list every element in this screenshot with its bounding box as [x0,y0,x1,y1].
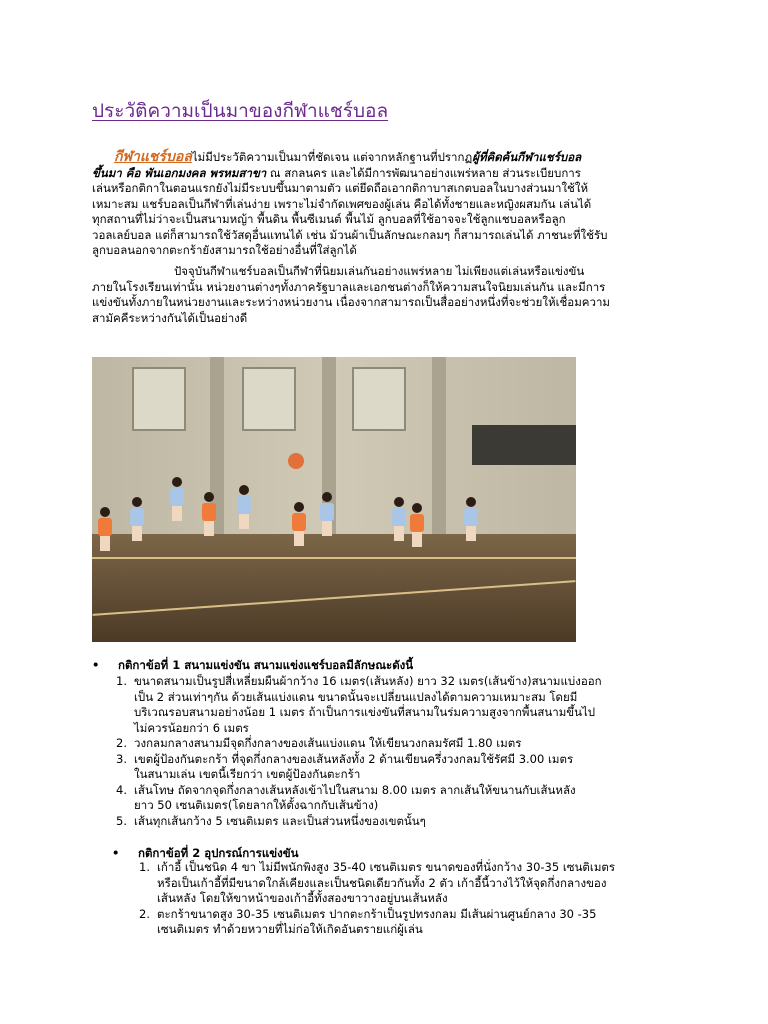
section-1-heading: • กติกาข้อที่ 1 สนามแข่งขัน สนามแข่งแชร์บอลมีลักษณะดังนี้ [92,658,414,672]
section-2-list [139,860,615,938]
section-2-heading: • กติกาข้อที่ 2 อุปกรณ์การแข่งขัน [112,846,299,860]
list-item: 3. เขตผู้ป้องกันตะกร้า ที่จุดกึ่งกลางของเส้นหลังทั้ง 2 ด้านเขียนครึ่งวงกลมใช้รัศมี 3.00 เมตร ในสนามเล่น เขตนี้เรียกว่า เขตผู้ป้องกันตะกร้า [116,751,574,781]
page-title: ประวัติความเป็นมาของกีฬาแชร์บอล [92,100,389,122]
paragraph-line: สามัคคีระหว่างกันได้เป็นอย่างดี [92,310,248,325]
list-item: 5. เส้นทุกเส้นกว้าง 5 เซนติเมตร และเป็นส่วนหนึ่งของเขตนั้นๆ [116,813,426,828]
paragraph-line: วอลเลย์บอล แต่ก็สามารถใช้วัสดุอื่นแทนได้ เช่น ม้วนผ้าเป็นลักษณะกลมๆ ก็สามารถเล่นได้ ภาชนะที่ใช้รับ [92,227,608,242]
list-item: 4. เส้นโทษ ถัดจากจุดกึ่งกลางเส้นหลังเข้าไปในสนาม 8.00 เมตร ลากเส้นให้ขนานกับเส้นหลัง ยาว 50 เซนติเมตร(โดยลากให้ตั้งฉากกับเส้นข้าง) [116,782,576,812]
paragraph-line: ขึ้นมา คือ พันเอกมงคล พรหมสาขา ณ สกลนคร และได้มีการพัฒนาอย่างแพร่หลาย ส่วนระเบียบการ [92,165,581,180]
list-item: 2. วงกลมกลางสนามมีจุดกึ่งกลางของเส้นแบ่งแดน ให้เขียนวงกลมรัศมี 1.80 เมตร [116,736,522,750]
list-item: 1. ขนาดสนามเป็นรูปสี่เหลี่ยมผืนผ้ากว้าง 16 เมตร(เส้นหลัง) ยาว 32 เมตร(เส้นข้าง)สนามแบ่งออก เป็น 2 ส่วนเท่าๆกัน ด้วยเส้นแบ่งแดน ขนาดนั้นจะเปลี่ยนแปลงได้ตามความเหมาะสม โดยมี บริเวณรอบสนามอย่างน้อย 1 เมตร ถ้าเป็นการแข่งขันที่สนามในร่มความสูงจากพื้นสนามขึ้นไป ไม่ควรน้อยกว่า 6 เมตร [116,674,602,735]
lead-term: กีฬาแชร์บอล [114,149,192,165]
paragraph-line: ปัจจุบันกีฬาแชร์บอลเป็นกีฬาที่นิยมเล่นกันอย่างแพร่หลาย ไม่เพียงแต่เล่นหรือแข่งขัน [174,264,585,278]
chairball-game-photo [92,357,576,642]
bullet-icon: • [92,658,100,672]
paragraph-line: ลูกบอลนอกจากตะกร้ายังสามารถใช้อย่างอื่นที่ใส่ลูกได้ [92,243,357,257]
paragraph-line: เหมาะสม แชร์บอลเป็นกีฬาที่เล่นง่าย เพราะไม่จำกัดเพศของผู้เล่น คือได้ทั้งชายและหญิงผสมกัน เล่นได้ [92,196,592,211]
list-item: 2. ตะกร้าขนาดสูง 30-35 เซนติเมตร ปากตะกร้าเป็นรูปทรงกลม มีเส้นผ่านศูนย์กลาง 30 -35 เซนติเมตร ทำด้วยหวายที่ไม่ก่อให้เกิดอันตรายแก่ผู้เล่น [139,906,597,936]
history-paragraph [92,150,607,259]
paragraph-line: ทุกสถานที่ไม่ว่าจะเป็นสนามหญ้า พื้นดิน พื้นซีเมนต์ พื้นไม้ ลูกบอลที่ใช้อาจจะใช้ลูกแชบอลหรือลูก [92,212,566,226]
current-paragraph [92,264,610,326]
paragraph-line: ภายในโรงเรียนเท่านั้น หน่วยงานต่างๆทั้งภาครัฐบาลและเอกชนต่างก็ให้ความสนใจนิยมเล่นกัน และมีการ [92,279,606,294]
bullet-icon: • [112,846,120,860]
paragraph-line: กีฬาแชร์บอลไม่มีประวัติความเป็นมาที่ชัดเจน แต่จากหลักฐานที่ปรากฏผู้ที่คิดค้นกีฬาแชร์บอล [114,149,582,165]
section-1-list [116,674,602,829]
paragraph-line: แข่งขันทั้งภายในหน่วยงานและระหว่างหน่วยงาน เนื่องจากสามารถเป็นสื่ออย่างหนึ่งที่จะช่วยให้เชื่อมความ [92,295,610,309]
paragraph-line: เล่นหรือกติกาในตอนแรกยังไม่มีระบบขึ้นมาตามตัว แต่ยึดถือเอากติกาบาสเกตบอลในบางส่วนมาใช้ให้ [92,181,589,195]
list-item: 1. เก้าอี้ เป็นชนิด 4 ขา ไม่มีพนักพิงสูง 35-40 เซนติเมตร ขนาดของที่นั่งกว้าง 30-35 เซนติเมตร หรือเป็นเก้าอี้ที่มีขนาดใกล้เคียงและเป็นชนิดเดียวกันทั้ง 2 ตัว เก้าอี้นี้วางไว้ให้จุดกึ่งกลางของ เส้นหลัง โดยให้ขาหน้าของเก้าอี้ทั้งสองขาวางอยู่บนเส้นหลัง [139,860,616,905]
